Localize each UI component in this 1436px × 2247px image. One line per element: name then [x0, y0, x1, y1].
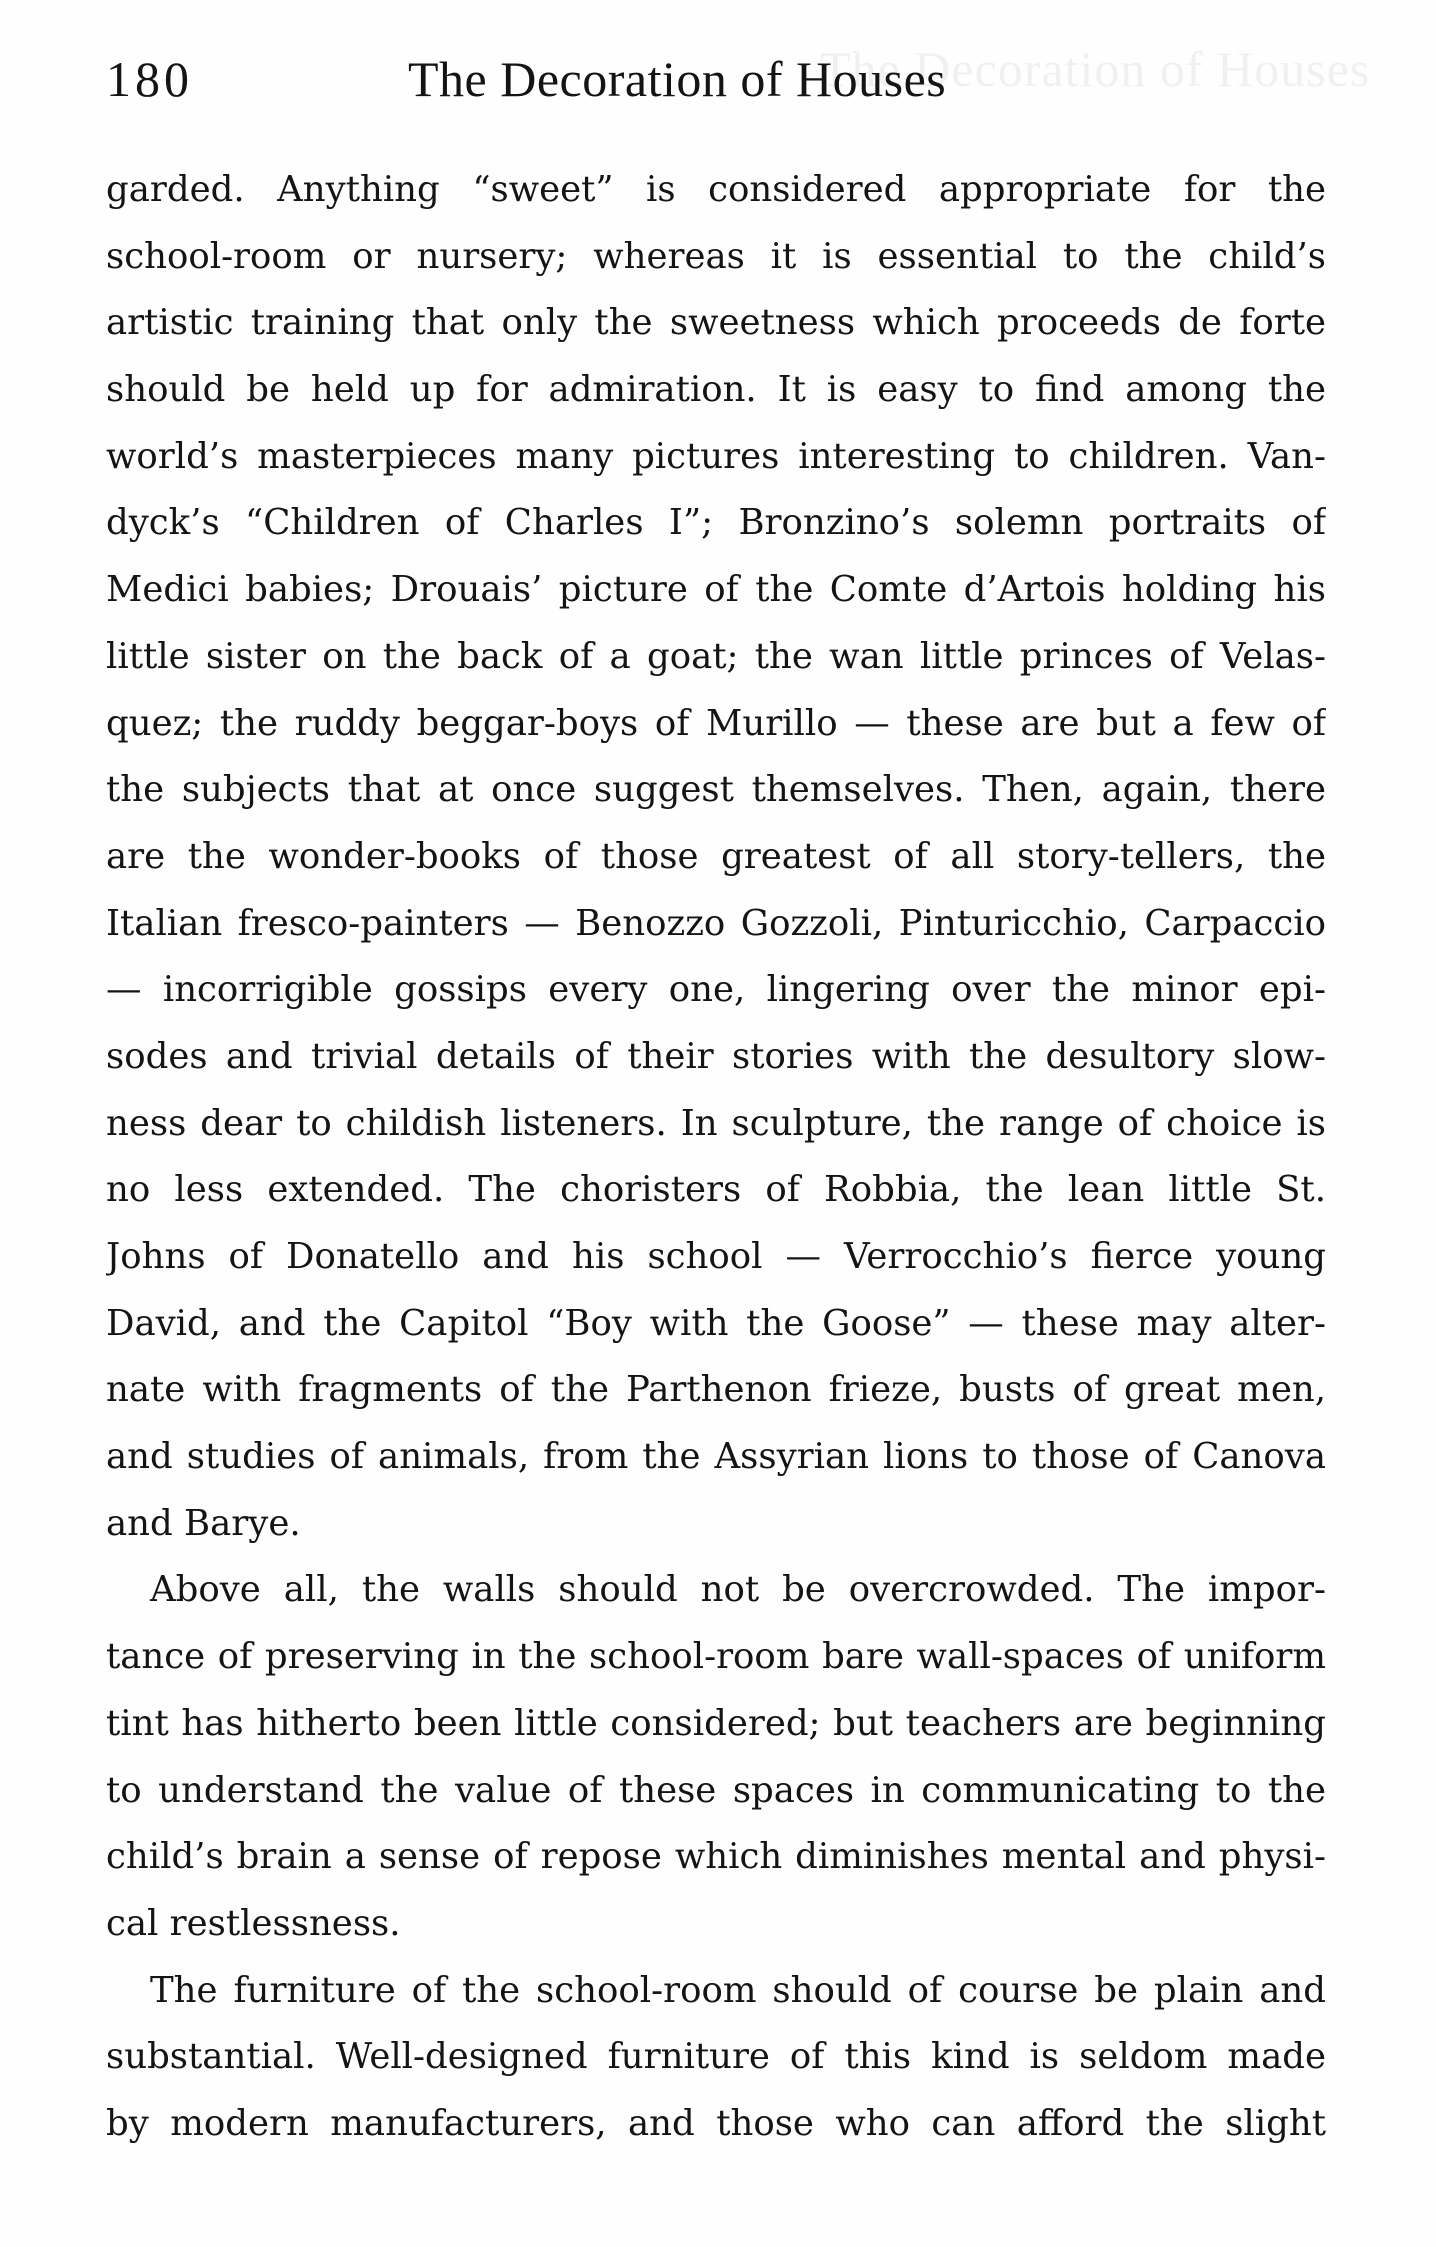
show-through-text: The Decoration of Houses [820, 41, 1371, 97]
text-line: — incorrigible gossips every one, lingering over the minor epi- [106, 969, 1326, 1011]
text-line: artistic training that only the sweetness which proceeds de forte [106, 302, 1326, 344]
text-line: to understand the value of these spaces in communicating to the [106, 1769, 1326, 1811]
page-number: 180 [106, 51, 193, 107]
text-line: are the wonder-books of those greatest of all story-tellers, the [106, 835, 1326, 877]
running-title: The Decoration of Houses [408, 51, 947, 107]
text-line: little sister on the back of a goat; the wan little princes of Velas- [106, 635, 1326, 677]
text-line: tint has hitherto been little considered; but teachers are beginning [106, 1702, 1326, 1744]
text-line: school-room or nursery; whereas it is essential to the child’s [106, 235, 1326, 277]
text-line: quez; the ruddy beggar-boys of Murillo — these are but a few of [106, 702, 1326, 744]
text-line: sodes and trivial details of their stories with the desultory slow- [106, 1035, 1326, 1077]
body-text [106, 157, 1326, 2158]
text-line: nate with fragments of the Parthenon frieze, busts of great men, [106, 1369, 1326, 1411]
text-line: by modern manufacturers, and those who can afford the slight [106, 2102, 1326, 2144]
text-line: substantial. Well-designed furniture of this kind is seldom made [106, 2036, 1326, 2078]
text-line: garded. Anything “sweet” is considered appropriate for the [106, 169, 1326, 210]
text-line: Medici babies; Drouais’ picture of the Comte d’Artois holding his [106, 569, 1326, 611]
text-line: no less extended. The choristers of Robbia, the lean little St. [106, 1169, 1326, 1211]
page-header [106, 40, 1326, 120]
text-line: world’s masterpieces many pictures interesting to children. Van- [106, 435, 1326, 477]
text-line: child’s brain a sense of repose which diminishes mental and physi- [106, 1836, 1326, 1878]
text-line: and studies of animals, from the Assyrian lions to those of Canova [106, 1436, 1326, 1478]
text-line: the subjects that at once suggest themselves. Then, again, there [106, 769, 1326, 811]
text-line: Johns of Donatello and his school — Verrocchio’s fierce young [106, 1236, 1326, 1277]
text-line: David, and the Capitol “Boy with the Goose” — these may alter- [106, 1302, 1326, 1344]
paragraph-start-line: Above all, the walls should not be overcrowded. The impor- [150, 1569, 1326, 1611]
text-line: dyck’s “Children of Charles I”; Bronzino’s solemn portraits of [106, 502, 1326, 544]
text-line: and Barye. [106, 1502, 301, 1544]
text-line: Italian fresco-painters — Benozzo Gozzoli, Pinturicchio, Carpaccio [106, 902, 1326, 944]
text-line: tance of preserving in the school-room bare wall-spaces of uniform [106, 1636, 1326, 1678]
text-line: should be held up for admiration. It is easy to find among the [106, 369, 1326, 411]
paragraph-start-line: The furniture of the school-room should of course be plain and [150, 1969, 1326, 2011]
text-line: ness dear to childish listeners. In sculpture, the range of choice is [106, 1102, 1326, 1144]
text-line: cal restlessness. [106, 1902, 401, 1944]
